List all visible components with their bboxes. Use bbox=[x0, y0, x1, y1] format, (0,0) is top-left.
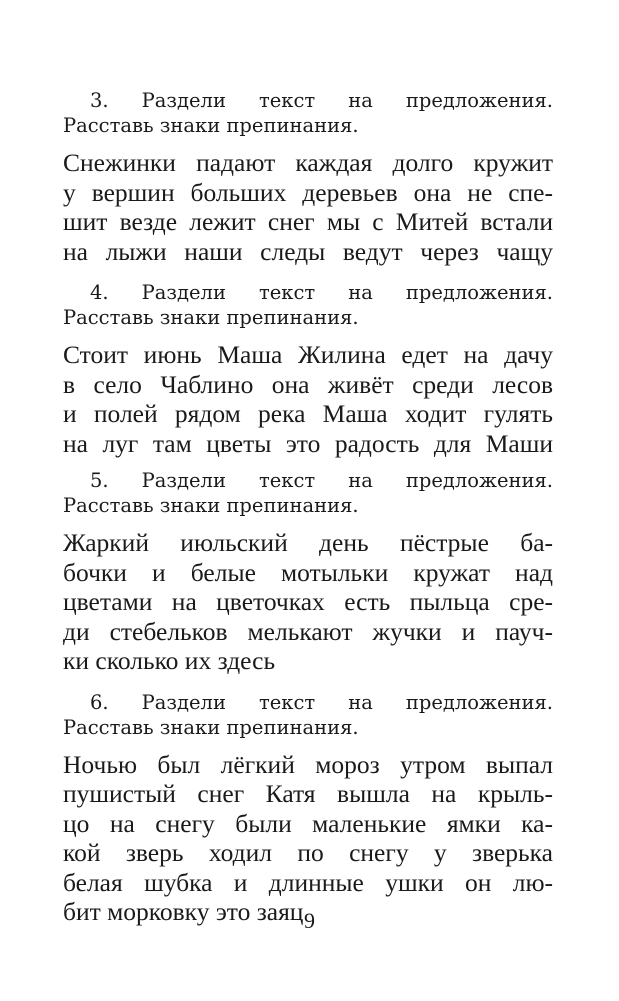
task-line: Расставь знаки препинания. bbox=[63, 494, 359, 517]
task-line: 6. Раздели текст на предложения. bbox=[90, 690, 553, 714]
exercise-3 bbox=[63, 88, 553, 266]
exercise-3-task bbox=[63, 88, 553, 138]
text-line: Жаркий июльский день пёстрые ба- bbox=[63, 528, 553, 557]
task-line: 3. Раздели текст на предложения. bbox=[90, 89, 553, 112]
exercise-6-text bbox=[63, 750, 553, 927]
exercise-6-task bbox=[63, 690, 553, 740]
text-line: цо на снегу были маленькие ямки ка- bbox=[63, 808, 553, 838]
text-line: шит везде лежит снег мы с Митей встали bbox=[63, 207, 553, 236]
text-line: на лыжи наши следы ведут через чащу bbox=[63, 236, 553, 266]
task-line: Расставь знаки препинания. bbox=[63, 114, 359, 137]
exercise-5-task bbox=[63, 468, 553, 518]
exercise-5-text bbox=[63, 528, 553, 676]
text-line: в село Чаблино она живёт среди лесов bbox=[63, 369, 553, 399]
task-line: 4. Раздели текст на предложения. bbox=[90, 281, 553, 304]
text-line: пушистый снег Катя вышла на крыль- bbox=[63, 779, 553, 808]
text-line: у вершин больших деревьев она не спе- bbox=[63, 177, 553, 207]
exercise-4-text bbox=[63, 340, 553, 458]
page-content bbox=[63, 88, 553, 927]
text-line: на луг там цветы это радость для Маши bbox=[63, 428, 553, 458]
text-line: Стоит июнь Маша Жилина едет на дачу bbox=[63, 340, 553, 369]
text-line: бочки и белые мотыльки кружат над bbox=[63, 557, 553, 587]
task-line: 5. Раздели текст на предложения. bbox=[90, 469, 553, 492]
text-line: ки сколько их здесь bbox=[63, 646, 276, 675]
text-line: бит морковку это заяц bbox=[63, 897, 304, 926]
exercise-4-task bbox=[63, 280, 553, 330]
exercise-3-text bbox=[63, 148, 553, 266]
text-line: ди стебельков мелькают жучки и пауч- bbox=[63, 616, 553, 646]
exercise-6 bbox=[63, 690, 553, 927]
page-number: 9 bbox=[304, 908, 315, 933]
exercise-5 bbox=[63, 468, 553, 676]
task-line: Расставь знаки препинания. bbox=[63, 715, 359, 739]
text-line: Снежинки падают каждая долго кружит bbox=[63, 148, 553, 177]
text-line: Ночью был лёгкий мороз утром выпал bbox=[63, 749, 553, 779]
text-line: цветами на цветочках есть пыльца сре- bbox=[63, 587, 553, 616]
text-line: и полей рядом река Маша ходит гулять bbox=[63, 399, 553, 428]
task-line: Расставь знаки препинания. bbox=[63, 306, 359, 329]
text-line: кой зверь ходил по снегу у зверька bbox=[63, 838, 553, 867]
text-line: белая шубка и длинные ушки он лю- bbox=[63, 867, 553, 897]
exercise-4 bbox=[63, 280, 553, 458]
